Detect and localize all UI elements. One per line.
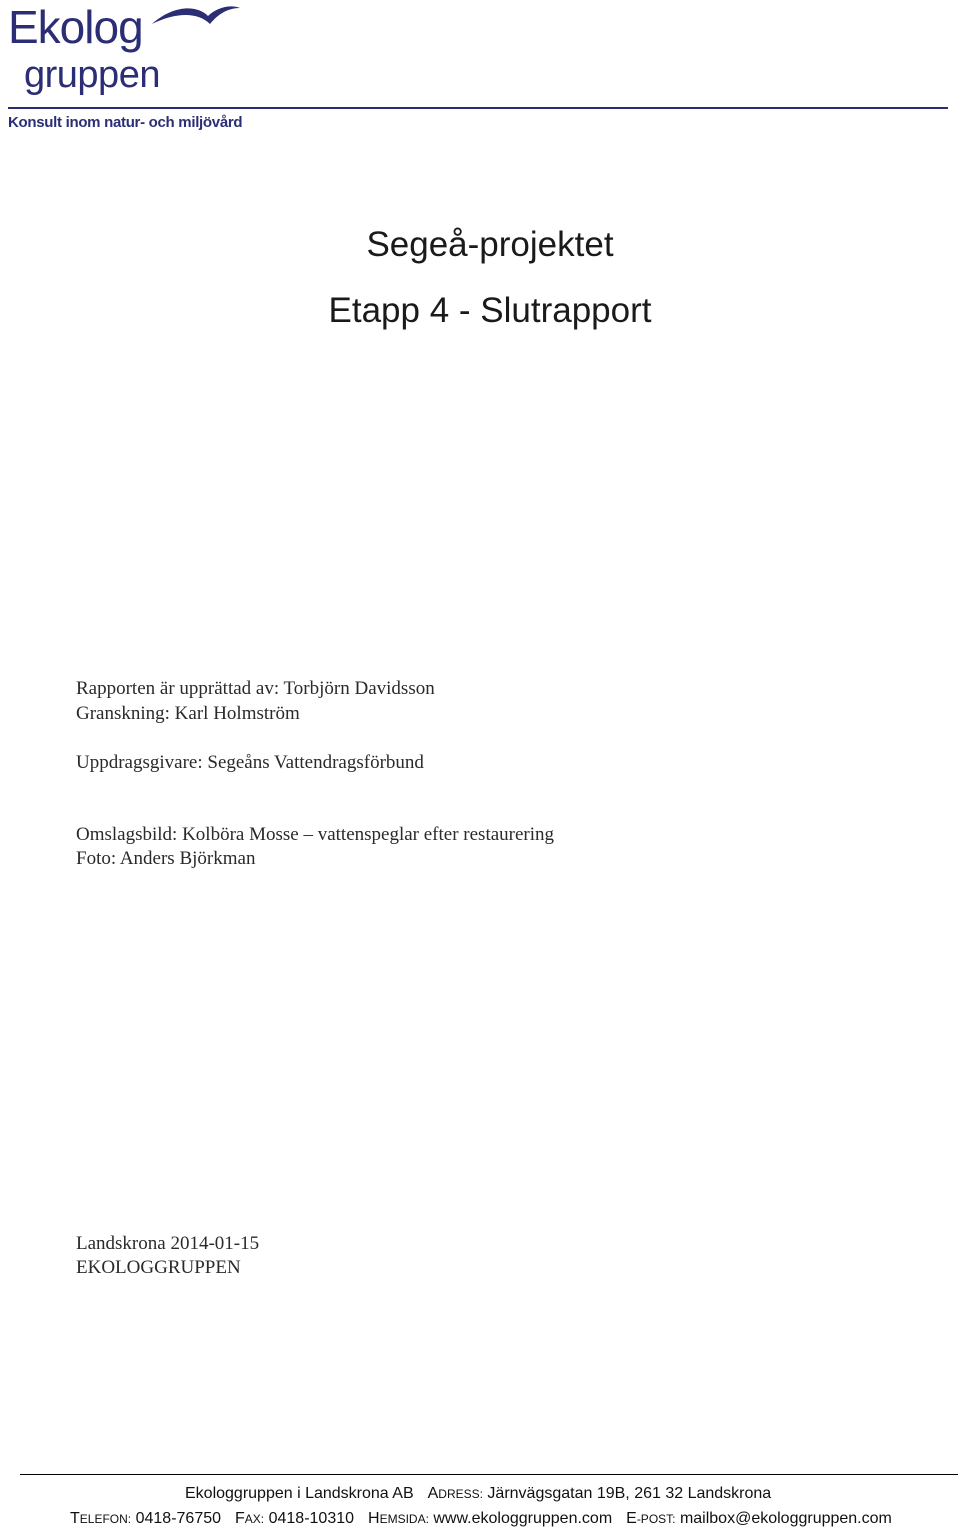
review-line: Granskning: Karl Holmström <box>76 703 300 724</box>
cover-image-line: Omslagsbild: Kolböra Mosse – vattenspeglar efter restaurering <box>76 824 555 845</box>
client-line: Uppdragsgivare: Segeåns Vattendragsförbund <box>76 752 424 773</box>
web-link[interactable]: www.ekologgruppen.com <box>433 1510 613 1527</box>
address-value: Järnvägsgatan 19B, 261 32 Landskrona <box>487 1485 772 1502</box>
address-label-initial: A <box>427 1485 439 1502</box>
address-label: DRESS: <box>438 1487 483 1501</box>
fax-value: 0418-10310 <box>268 1510 355 1527</box>
email-label-initial: E <box>626 1510 637 1527</box>
bird-icon <box>150 2 242 42</box>
place-date-line: Landskrona 2014-01-15 <box>76 1233 260 1254</box>
organization-line: EKOLOGGRUPPEN <box>76 1257 241 1278</box>
web-label: EMSIDA: <box>379 1512 429 1526</box>
logo-tagline: Konsult inom natur- och miljövård <box>8 114 243 131</box>
report-subtitle: Etapp 4 - Slutrapport <box>328 291 652 330</box>
fax-label-initial: F <box>235 1510 245 1527</box>
footer-company: Ekologgruppen i Landskrona AB <box>185 1485 414 1502</box>
web-label-initial: H <box>368 1510 380 1527</box>
company-logo <box>0 0 960 140</box>
report-title: Segeå-projektet <box>366 225 614 264</box>
logo-divider <box>8 107 948 109</box>
footer-divider <box>20 1474 958 1475</box>
email-label: -POST: <box>636 1512 676 1526</box>
fax-label: AX: <box>244 1512 265 1526</box>
logo-word-ekolog: Ekolog <box>8 1 143 53</box>
phone-label: ELEFON: <box>79 1512 132 1526</box>
photo-credit-line: Foto: Anders Björkman <box>76 848 256 869</box>
email-link[interactable]: mailbox@ekologgruppen.com <box>679 1510 892 1527</box>
author-line: Rapporten är upprättad av: Torbjörn Davidsson <box>76 678 435 699</box>
footer-company-address <box>185 1485 771 1503</box>
logo-word-gruppen: gruppen <box>24 54 160 96</box>
phone-value: 0418-76750 <box>135 1510 222 1527</box>
footer-contact <box>70 1510 892 1528</box>
phone-label-initial: T <box>70 1510 80 1527</box>
